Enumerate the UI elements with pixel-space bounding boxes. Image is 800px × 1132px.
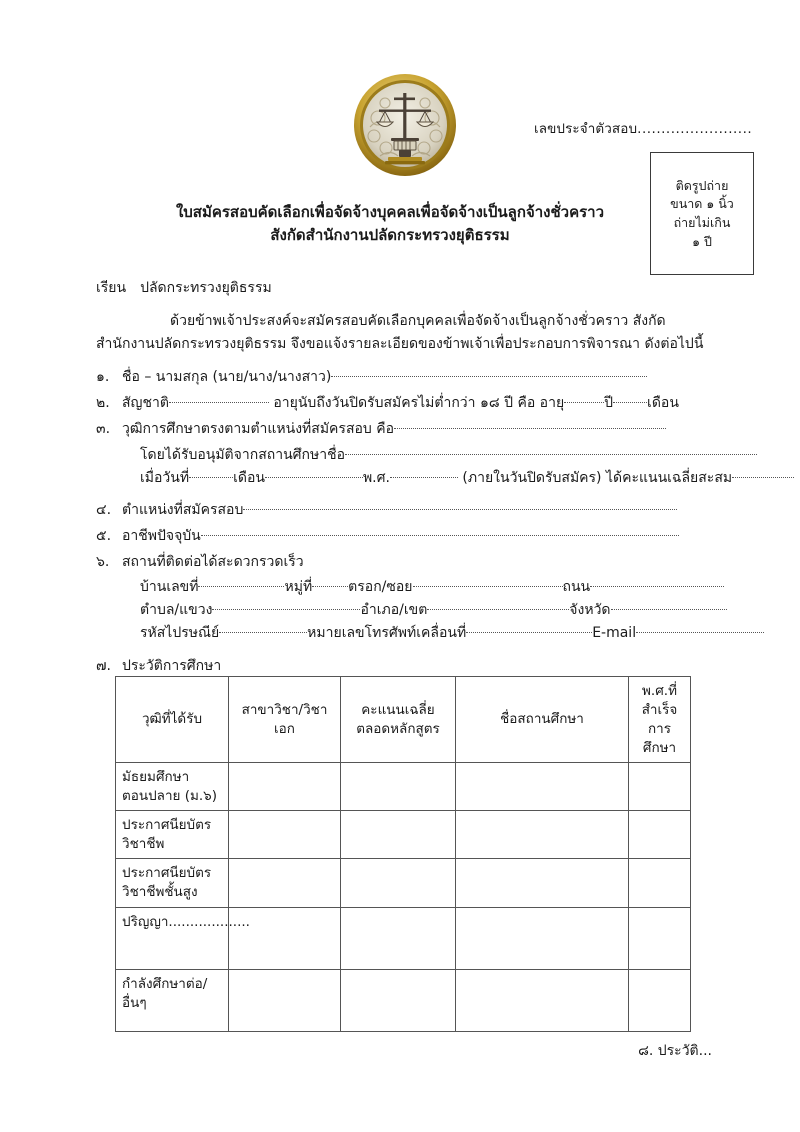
intro-text: ด้วยข้าพเจ้าประสงค์จะสมัครสอบคัดเลือกบุคคลเพื่อจัดจ้างเป็นลูกจ้างชั่วคราว สังกัดสำนักงานปลัดกระทรวงยุติธรรม จึงขอแจ้งรายละเอียดของข้าพเจ้าเพื่อประกอบการพิจารณา ดังต่อไปนี้ [96, 313, 704, 352]
item-6-mobile-input-line[interactable] [466, 632, 592, 633]
row-label-line-2: วิชาชีพ [122, 836, 165, 853]
cell-gpa[interactable] [341, 810, 456, 858]
item-5-label: อาชีพปัจจุบัน [122, 528, 201, 544]
form-title-line-1: ใบสมัครสอบคัดเลือกเพื่อจัดจ้างบุคคลเพื่อจัดจ้างเป็นลูกจ้างชั่วคราว [175, 203, 605, 221]
cell-graduation-year[interactable] [629, 969, 691, 1031]
salutation [96, 277, 272, 299]
exam-number-label: เลขประจำตัวสอบ [534, 121, 638, 137]
cell-graduation-year[interactable] [629, 859, 691, 907]
item-4-input-line[interactable] [243, 509, 677, 510]
salutation-label: เรียน [96, 280, 127, 296]
item-5-occupation [96, 526, 679, 546]
item-6-postcode-input-line[interactable] [219, 632, 307, 633]
photo-box-line-1: ติดรูปถ่าย [675, 177, 729, 193]
item-6-house-no-label: บ้านเลขที่ [140, 579, 199, 595]
row-label-degree [116, 907, 250, 969]
item-1-input-line[interactable] [331, 376, 647, 377]
item-3-gpa-label: (ภายในวันปิดรับสมัคร) ได้คะแนนเฉลี่ยสะสม [462, 470, 733, 486]
item-6-email-label: E-mail [592, 625, 637, 641]
salutation-value: ปลัดกระทรวงยุติธรรม [140, 280, 272, 296]
exam-number-field[interactable] [534, 117, 752, 139]
cell-gpa[interactable] [341, 969, 456, 1031]
item-3-number: ๓. [96, 421, 111, 437]
table-row [116, 969, 691, 1031]
row-label-currently-studying-other [116, 969, 229, 1031]
item-6-moo-label: หมู่ที่ [284, 579, 313, 595]
item-6-house-no-input-line[interactable] [198, 586, 284, 587]
cell-gpa[interactable] [341, 762, 456, 810]
cell-institution[interactable] [456, 969, 629, 1031]
item-5-input-line[interactable] [201, 535, 679, 536]
column-header-graduation-year-line-1: พ.ศ.ที่สำเร็จ [641, 683, 678, 718]
row-label-line-2: วิชาชีพชั้นสูง [122, 884, 198, 901]
item-2-number: ๒. [96, 395, 110, 411]
item-2-nationality-input-line[interactable] [169, 402, 269, 403]
item-7-number: ๗. [96, 658, 111, 674]
row-label-line-1: มัธยมศึกษา [122, 768, 190, 785]
item-6-subdistrict-input-line[interactable] [212, 609, 360, 610]
cell-institution[interactable] [456, 907, 629, 969]
intro-paragraph [96, 310, 708, 355]
table-row [116, 907, 691, 969]
column-header-graduation-year-line-2: การศึกษา [642, 720, 677, 756]
cell-graduation-year[interactable] [629, 810, 691, 858]
item-6-label: สถานที่ติดต่อได้สะดวกรวดเร็ว [122, 554, 304, 570]
item-6-district-input-line[interactable] [427, 609, 569, 610]
table-row [116, 810, 691, 858]
item-3-institution-line [140, 445, 757, 465]
column-header-gpa-line-1: คะแนนเฉลี่ย [361, 701, 435, 718]
photo-box-line-4: ๑ ปี [692, 233, 712, 249]
item-3-day-input-line[interactable] [189, 477, 233, 478]
cell-gpa[interactable] [341, 907, 456, 969]
cell-institution[interactable] [456, 762, 629, 810]
item-2-label-months: เดือน [647, 395, 679, 411]
item-3-year-label: พ.ศ. [362, 470, 390, 486]
cell-major[interactable] [229, 810, 341, 858]
cell-major[interactable] [229, 859, 341, 907]
item-5-number: ๕. [96, 528, 112, 544]
row-label-secondary-education [116, 762, 229, 810]
row-label-high-vocational-certificate [116, 859, 229, 907]
table-header-row [116, 677, 691, 763]
item-3-month-label: เดือน [233, 470, 265, 486]
item-3-month-input-line[interactable] [265, 477, 363, 478]
item-3-institution-label: โดยได้รับอนุมัติจากสถานศึกษาชื่อ [140, 447, 346, 463]
item-1-number: ๑. [96, 369, 110, 385]
item-6-moo-input-line[interactable] [312, 586, 348, 587]
item-3-approval-date-line [140, 468, 794, 488]
item-6-province-label: จังหวัด [569, 602, 611, 618]
item-6-road-label: ถนน [562, 579, 591, 595]
row-label-vocational-certificate [116, 810, 229, 858]
item-1-label: ชื่อ – นามสกุล (นาย/นาง/นางสาว) [122, 369, 332, 385]
item-2-nationality-age [96, 393, 679, 413]
column-header-gpa-line-2: ตลอดหลักสูตร [356, 720, 440, 737]
table-row [116, 859, 691, 907]
item-6-address-line-3 [140, 623, 764, 643]
item-3-date-label: เมื่อวันที่ [140, 470, 190, 486]
cell-major[interactable] [229, 762, 341, 810]
item-6-soi-label: ตรอก/ซอย [348, 579, 413, 595]
item-2-label-nationality: สัญชาติ [122, 395, 169, 411]
cell-graduation-year[interactable] [629, 907, 691, 969]
photo-box-line-3: ถ่ายไม่เกิน [673, 215, 731, 230]
footer-next-section-note: ๘. ประวัติ... [638, 1043, 712, 1059]
item-6-postcode-label: รหัสไปรษณีย์ [140, 625, 220, 641]
item-4-label: ตำแหน่งที่สมัครสอบ [122, 502, 244, 518]
item-6-province-input-line[interactable] [611, 609, 727, 610]
item-3-institution-input-line[interactable] [345, 454, 757, 455]
item-1-name [96, 367, 647, 387]
table-row [116, 762, 691, 810]
row-label-line-2: ตอนปลาย (ม.๖) [122, 787, 218, 804]
item-7-label: ประวัติการศึกษา [122, 658, 222, 674]
row-label-line-1: ปริญญา................... [122, 913, 250, 930]
item-4-position [96, 500, 677, 520]
item-2-label-age: อายุนับถึงวันปิดรับสมัครไม่ต่ำกว่า ๑๘ ปี คือ อายุ [273, 395, 565, 411]
item-6-address-line-2 [140, 600, 727, 620]
item-6-mobile-label: หมายเลขโทรศัพท์เคลื่อนที่ [307, 625, 467, 641]
item-3-input-line[interactable] [394, 428, 666, 429]
form-title [130, 201, 650, 246]
item-6-road-input-line[interactable] [590, 586, 724, 587]
item-6-soi-input-line[interactable] [413, 586, 563, 587]
photo-attachment-box[interactable] [650, 152, 754, 275]
item-6-number: ๖. [96, 554, 110, 570]
item-6-contact-address [96, 552, 304, 572]
exam-number-dots: ........................ [637, 121, 753, 137]
item-2-months-input-line[interactable] [613, 402, 647, 403]
cell-gpa[interactable] [341, 859, 456, 907]
column-header-gpa [341, 677, 456, 763]
ministry-of-justice-emblem-icon [352, 72, 458, 178]
item-3-label: วุฒิการศึกษาตรงตามตำแหน่งที่สมัครสอบ คือ [122, 421, 395, 437]
item-6-district-label: อำเภอ/เขต [360, 602, 428, 618]
cell-institution[interactable] [456, 810, 629, 858]
column-header-institution: ชื่อสถานศึกษา [456, 677, 629, 763]
row-label-line-1: ประกาศนียบัตร [122, 816, 212, 833]
item-7-education-history [96, 655, 221, 677]
cell-institution[interactable] [456, 859, 629, 907]
education-history-table [115, 676, 691, 1032]
row-label-line-1: ประกาศนียบัตร [122, 865, 212, 882]
row-label-line-1: กำลังศึกษาต่อ/อื่นๆ [122, 975, 208, 1011]
form-title-line-2: สังกัดสำนักงานปลัดกระทรวงยุติธรรม [270, 225, 510, 244]
item-3-gpa-input-line[interactable] [732, 477, 794, 478]
item-6-subdistrict-label: ตำบล/แขวง [140, 602, 213, 618]
item-6-email-input-line[interactable] [636, 632, 764, 633]
cell-major[interactable] [229, 969, 341, 1031]
item-3-year-input-line[interactable] [390, 477, 458, 478]
item-4-number: ๔. [96, 502, 112, 518]
column-header-major: สาขาวิชา/วิชาเอก [229, 677, 341, 763]
item-2-label-years: ปี [604, 395, 614, 411]
item-3-qualification [96, 419, 666, 439]
photo-box-line-2: ขนาด ๑ นิ้ว [670, 196, 734, 212]
column-header-graduation-year [629, 677, 691, 763]
item-2-years-input-line[interactable] [564, 402, 604, 403]
item-6-address-line-1 [140, 577, 724, 597]
cell-graduation-year[interactable] [629, 762, 691, 810]
column-header-degree: วุฒิที่ได้รับ [116, 677, 229, 763]
